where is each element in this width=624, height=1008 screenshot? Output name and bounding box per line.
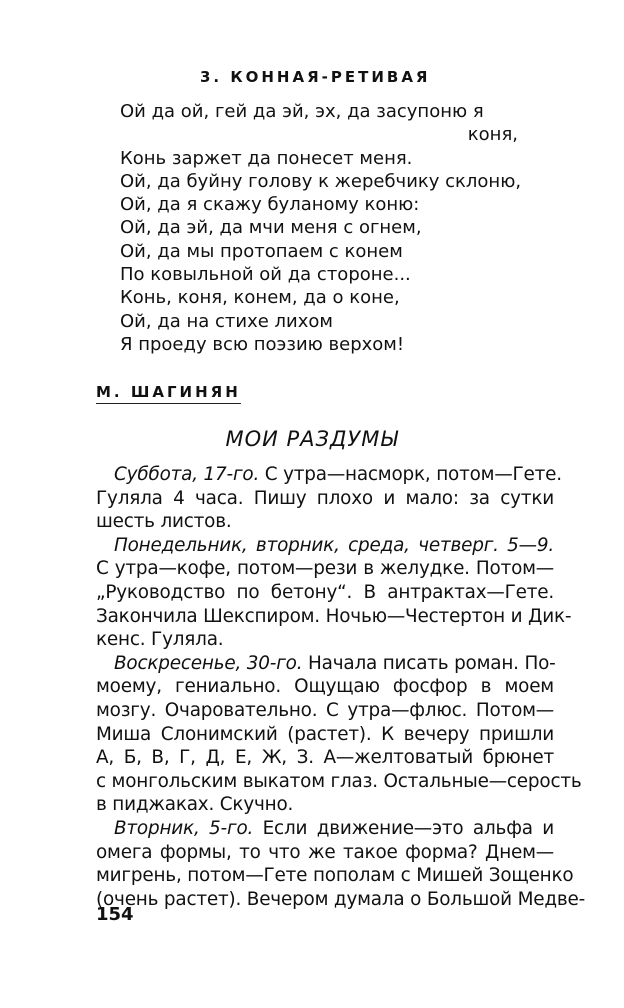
poem-heading: 3. КОННАЯ-РЕТИВАЯ bbox=[200, 68, 431, 86]
poem-line: Ой, да я скажу буланому коню: bbox=[120, 194, 420, 216]
prose-text: Начала писать роман. По- bbox=[302, 652, 556, 674]
prose-line bbox=[96, 817, 554, 841]
prose-text: кенс. Гуляла. bbox=[96, 629, 224, 651]
poem-line: Конь, коня, конем, да о коне, bbox=[120, 287, 400, 309]
poem-line: Ой, да мы протопаем с конем bbox=[120, 240, 403, 262]
prose-text: с монгольским выкатом глаз. Остальные—серость bbox=[96, 770, 582, 792]
poem-line: Я проеду всю поэзию верхом! bbox=[120, 333, 405, 355]
poem-line: По ковыльной ой да стороне... bbox=[120, 264, 411, 286]
prose-text: Миша Слонимский (растет). К вечеру пришли bbox=[96, 723, 554, 745]
prose-line bbox=[96, 841, 554, 865]
poem-line: Конь заржет да понесет меня. bbox=[120, 147, 413, 169]
poem-line: Ой, да буйну голову к жеребчику склоню, bbox=[120, 170, 522, 192]
diary-date: Вторник, 5-го. bbox=[114, 817, 254, 839]
article-author: М. ШАГИНЯН bbox=[96, 383, 241, 404]
prose-line bbox=[96, 581, 554, 605]
poem-line: Ой, да на стихе лихом bbox=[120, 310, 334, 332]
prose-line bbox=[96, 652, 554, 676]
article-title: МОИ РАЗДУМЫ bbox=[225, 427, 399, 451]
poem-line: Ой да ой, гей да эй, эх, да засупоню я bbox=[120, 101, 484, 122]
prose-text: Закончила Шекспиром. Ночью—Честертон и Дик- bbox=[96, 605, 572, 627]
prose-text: „Руководство по бетону“. В антрактах—Гете. bbox=[96, 581, 554, 603]
prose-line bbox=[96, 699, 554, 723]
diary-date: Воскресенье, 30-го. bbox=[114, 652, 303, 674]
poem bbox=[120, 100, 532, 356]
prose-text: омега формы, то что же такое форма? Днем— bbox=[96, 841, 554, 863]
prose-text: в пиджаках. Скучно. bbox=[96, 794, 294, 816]
prose-text: С утра—насморк, потом—Гете. bbox=[259, 464, 562, 485]
diary-date: Понедельник, вторник, среда, четверг. 5—9. bbox=[114, 534, 554, 556]
prose-line bbox=[96, 888, 586, 912]
page-number: 154 bbox=[96, 904, 134, 925]
prose-line bbox=[96, 557, 554, 581]
prose-line bbox=[96, 723, 554, 747]
prose-line bbox=[96, 628, 554, 652]
poem-line: Ой, да эй, да мчи меня с огнем, bbox=[120, 217, 422, 239]
prose-line bbox=[96, 534, 554, 558]
prose-line bbox=[96, 793, 554, 817]
prose-line bbox=[96, 746, 554, 770]
prose-text: шесть листов. bbox=[96, 511, 232, 533]
prose-line bbox=[96, 487, 554, 511]
diary-date: Суббота, 17-го. bbox=[114, 464, 260, 485]
prose-text: А, Б, В, Г, Д, Е, Ж, З. А—желтоватый брюнет bbox=[96, 747, 554, 769]
prose-line bbox=[96, 770, 582, 794]
prose-text: мозгу. Очаровательно. С утра—флюс. Потом— bbox=[96, 699, 554, 721]
prose-line bbox=[96, 463, 562, 487]
prose-line bbox=[96, 605, 572, 629]
prose-line bbox=[96, 510, 554, 534]
prose-text: мигрень, потом—Гете пополам с Мишей Зощенко bbox=[96, 865, 574, 887]
prose-line bbox=[96, 675, 554, 699]
prose-text: (очень растет). Вечером думала о Большой Медве- bbox=[96, 888, 586, 910]
prose-text: С утра—кофе, потом—рези в желудке. Потом— bbox=[96, 558, 554, 580]
prose-text: Гуляла 4 часа. Пишу плохо и мало: за сутки bbox=[96, 487, 554, 509]
poem-line: коня, bbox=[467, 124, 518, 146]
prose-line bbox=[96, 864, 574, 888]
prose-text: моему, гениально. Ощущаю фосфор в моем bbox=[96, 676, 554, 698]
article-body bbox=[96, 463, 586, 911]
prose-text: Если движение—это альфа и bbox=[253, 817, 555, 839]
